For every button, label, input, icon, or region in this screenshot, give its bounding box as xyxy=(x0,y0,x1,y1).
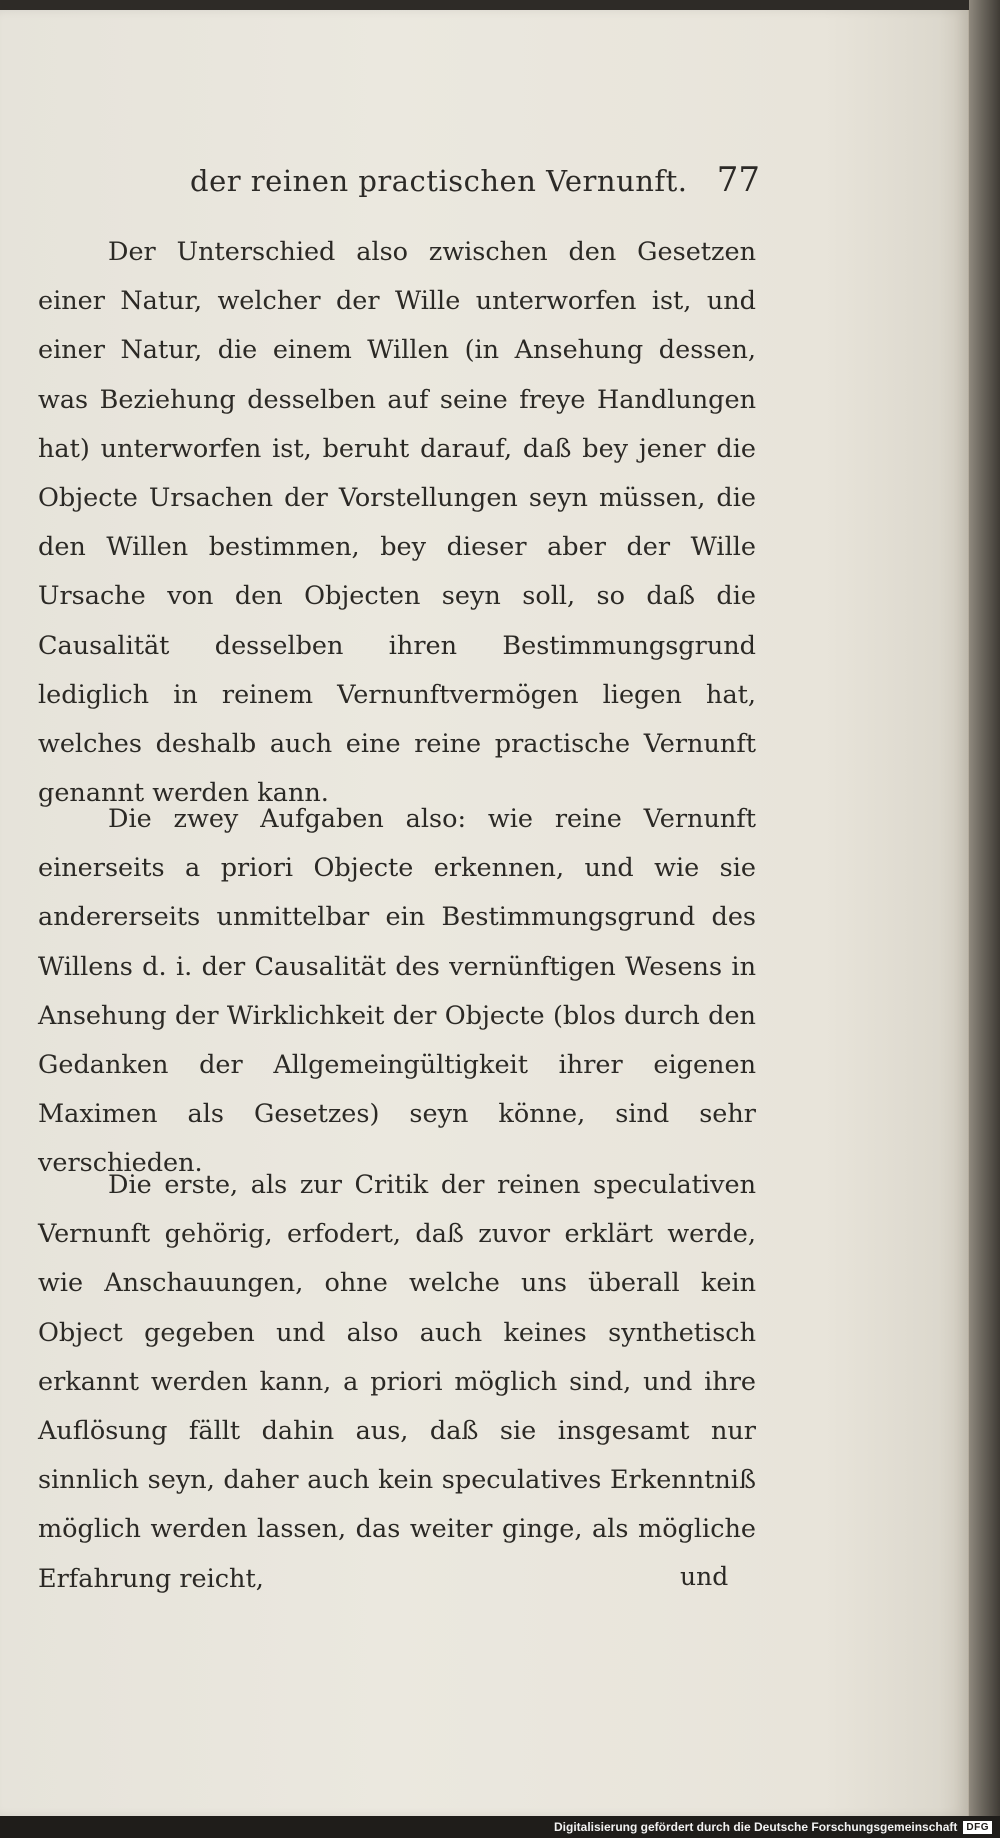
running-title: der reinen practischen Vernunft. xyxy=(190,164,688,198)
book-page xyxy=(0,10,970,1816)
digitization-credit xyxy=(553,1818,992,1836)
paragraph-1: Der Unterschied also zwischen den Gesetzen einer Natur, welcher der Wille unterworfen ist, und einer Natur, die einem Willen (in Ansehung dessen, was Beziehung desselben auf seine freye Handlungen hat) unterworfen ist, beruht darauf, daß bey jener die Objecte Ursachen der Vorstellungen seyn müssen, die den Willen bestimmen, bey dieser aber der Wille Ursache von den Objecten seyn soll, so daß die Causalität desselben ihren Bestimmungsgrund lediglich in reinem Vernunftvermögen liegen hat, welches deshalb auch eine reine practische Vernunft genannt werden kann. xyxy=(38,237,756,809)
paragraph-2: Die zwey Aufgaben also: wie reine Vernunft einerseits a priori Objecte erkennen, und wie sie andererseits unmittelbar ein Bestimmungsgrund des Willens d. i. der Causalität des vernünftigen Wesens in Ansehung der Wirklichkeit der Objecte (blos durch den Gedanken der Allgemeingültigkeit ihrer eigenen Maximen als Gesetzes) seyn könne, sind sehr verschieden. xyxy=(38,804,756,1179)
page-number: 77 xyxy=(716,160,760,200)
dfg-logo-icon: DFG xyxy=(963,1821,992,1834)
page-header xyxy=(190,160,760,210)
scan-top-border xyxy=(0,0,1000,10)
credit-text: Digitalisierung gefördert durch die Deutsche Forschungsgemeinschaft xyxy=(553,1820,958,1834)
page-edge-shadow xyxy=(969,0,1000,1838)
paragraph-3: Die erste, als zur Critik der reinen speculativen Vernunft gehörig, erfodert, daß zuvor erklärt werde, wie Anschauungen, ohne welche uns überall kein Object gegeben und also auch keines synthetisch erkannt werden kann, a priori möglich sind, und ihre Auflösung fällt dahin aus, daß sie insgesamt nur sinnlich seyn, daher auch kein speculatives Erkenntniß möglich werden lassen, das weiter ginge, als mögliche Erfahrung reicht, xyxy=(38,1170,756,1594)
catchword: und xyxy=(680,1562,729,1591)
